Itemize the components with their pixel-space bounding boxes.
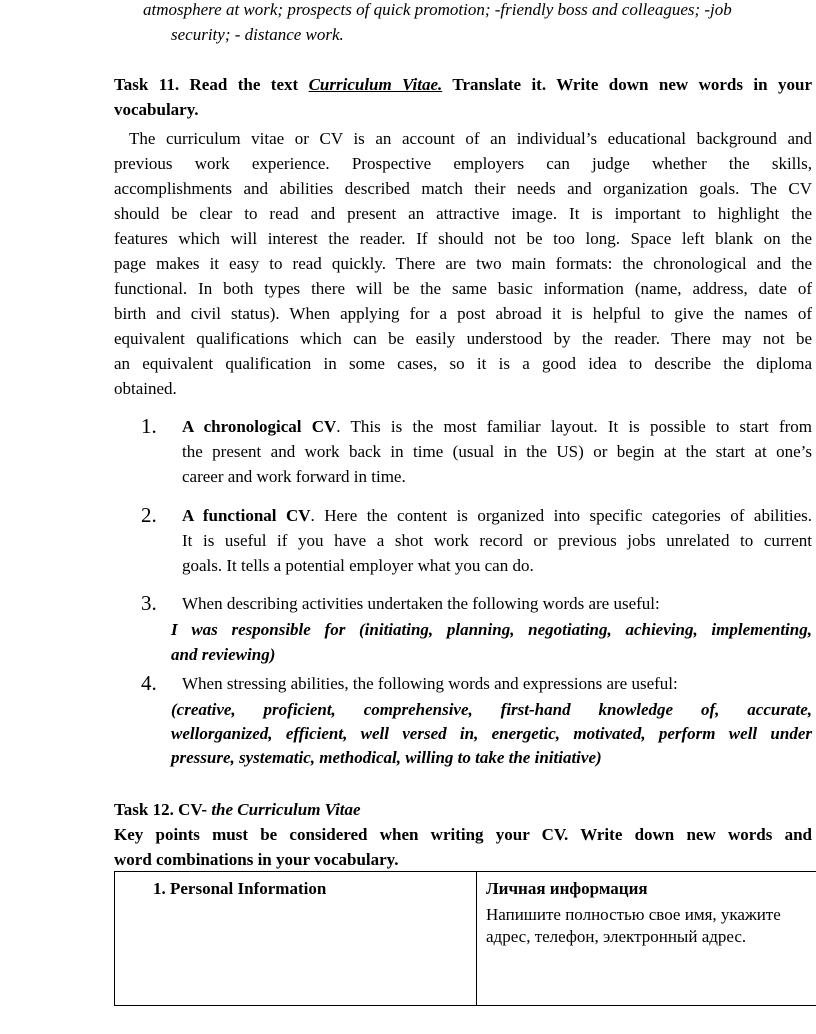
task11-suffix: Translate it. Write down new words in your (442, 75, 813, 94)
paragraph-line: obtained. (114, 379, 177, 398)
paragraph-line: functional. In both types there will be the same basic information (name, address, date of (114, 279, 812, 298)
paragraph-line: page makes it easy to read quickly. There are two main formats: the chronological and the (114, 254, 812, 273)
list-item-line: the present and work back in time (usual in the US) or begin at the start at one’s (182, 442, 812, 461)
paragraph-line: equivalent qualifications which can be easily understood by the reader. There may not be (114, 329, 812, 348)
paragraph-line: accomplishments and abilities described match their needs and organization goals. The CV (114, 179, 812, 198)
paragraph-line: birth and civil status). When applying for a post abroad it is helpful to give the names of (114, 304, 812, 323)
table-row (115, 872, 816, 1006)
list-item-number: 1. (141, 414, 157, 438)
list-item-line: goals. It tells a potential employer what you can do. (182, 556, 534, 575)
task12-line-2: Key points must be considered when writing your CV. Write down new words and (114, 825, 812, 844)
list-item-text: . Here the content is organized into specific categories of abilities. (310, 506, 812, 525)
list-item-line (182, 506, 812, 526)
list-item-line: When describing activities undertaken the following words are useful: (182, 594, 660, 613)
personal-information-header: 1. Personal Information (153, 879, 327, 898)
list-item-bold-term: A chronological CV (182, 417, 337, 436)
task12-title: the Curriculum Vitae (211, 800, 361, 819)
list-item-number: 2. (141, 503, 157, 527)
list-item-bold-term: A functional CV (182, 506, 311, 525)
task11-prefix: Task 11. Read the text (114, 75, 309, 94)
task11-heading (114, 75, 812, 95)
paragraph-line: an equivalent qualification in some cases, so it is a good idea to describe the diploma (114, 354, 812, 373)
list-item-line: When stressing abilities, the following words and expressions are useful: (182, 674, 678, 693)
task12-line-3: word combinations in your vocabulary. (114, 850, 399, 869)
list-item-line (182, 417, 812, 437)
table-cell-left (115, 872, 477, 1006)
top-list-line-2: security; - distance work. (171, 25, 344, 44)
list-item-number: 4. (141, 671, 157, 695)
table-right-line: Напишите полностью свое имя, укажите (486, 905, 781, 924)
paragraph-line: should be clear to read and present an attractive image. It is important to highlight the (114, 204, 812, 223)
paragraph-line: features which will interest the reader. If should not be too long. Space left blank on the (114, 229, 812, 248)
paragraph-line: The curriculum vitae or CV is an account of an individual’s educational background and (129, 129, 812, 148)
task11-title: Curriculum Vitae. (308, 75, 443, 94)
table-right-line: адрес, телефон, электронный адрес. (486, 927, 747, 946)
list-item-line: career and work forward in time. (182, 467, 406, 486)
task12-heading (114, 800, 361, 820)
list-item-italic-line: wellorganized, efficient, well versed in, energetic, motivated, perform well under (171, 724, 812, 743)
list-item-italic-line: pressure, systematic, methodical, willing to take the initiative) (171, 748, 602, 767)
list-item-number: 3. (141, 591, 157, 615)
paragraph-line: previous work experience. Prospective employers can judge whether the skills, (114, 154, 812, 173)
personal-information-ru-header: Личная информация (486, 879, 648, 898)
list-item-line: It is useful if you have a shot work record or previous jobs unrelated to current (182, 531, 812, 550)
task11-heading-line-2: vocabulary. (114, 100, 199, 119)
list-item-italic-line: and reviewing) (171, 645, 276, 664)
list-item-italic-line: (creative, proficient, comprehensive, first-hand knowledge of, accurate, (171, 700, 812, 719)
top-list-line-1: atmosphere at work; prospects of quick promotion; -friendly boss and colleagues; -job (143, 0, 732, 19)
list-item-text: . This is the most familiar layout. It is possible to start from (336, 417, 812, 436)
cv-table (114, 871, 816, 1006)
table-cell-right (477, 872, 816, 1006)
task12-prefix: Task 12. CV- (114, 800, 212, 819)
list-item-italic-line: I was responsible for (initiating, planning, negotiating, achieving, implementing, (171, 620, 812, 639)
